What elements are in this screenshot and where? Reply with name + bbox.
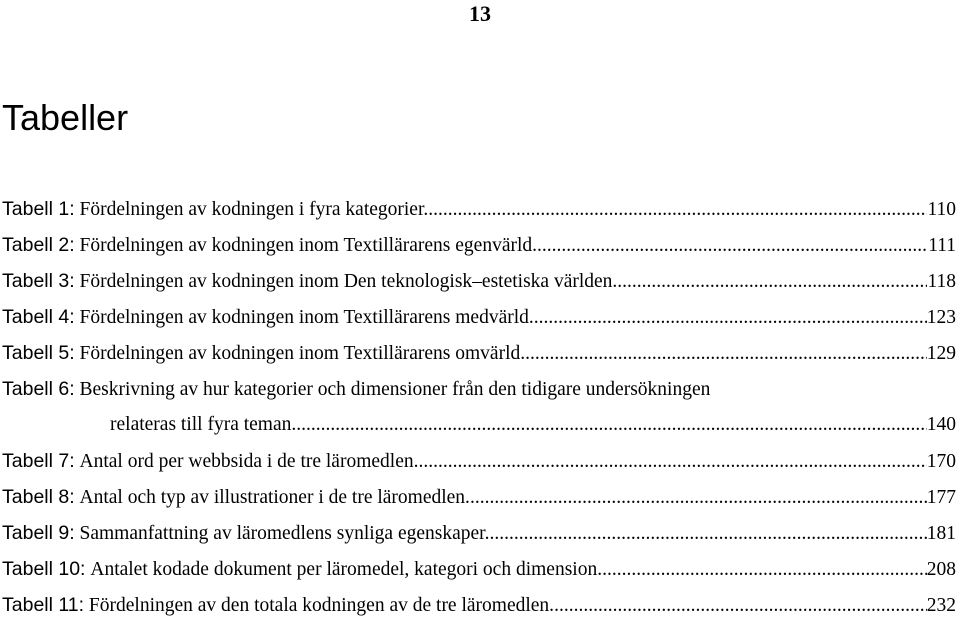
toc-entry-title: Antalet kodade dokument per läromedel, kategori och dimension. — [90, 559, 603, 580]
toc-entry-page: 232 — [926, 595, 956, 616]
toc-entry-title: Fördelningen av kodningen inom Textillärarens omvärld. — [79, 343, 526, 364]
toc-entry-page: 177 — [926, 487, 956, 508]
toc-entry-label: Tabell 5: — [2, 342, 75, 364]
dot-leader — [537, 228, 928, 264]
toc-entry-page: 140 — [926, 414, 956, 435]
toc-entry-title: Sammanfattning av läromedlens synliga egenskaper. — [79, 523, 490, 544]
toc-entry-label: Tabell 10: — [2, 558, 86, 580]
toc-entry-label: Tabell 11: — [2, 594, 85, 616]
toc-entry-label: Tabell 4: — [2, 306, 75, 328]
dot-leader — [418, 444, 926, 480]
toc-entry-label: Tabell 6: — [2, 378, 75, 400]
toc-entry-page: 111 — [928, 235, 956, 256]
toc-entry-page: 170 — [926, 451, 956, 472]
toc-entry-label: Tabell 8: — [2, 486, 75, 508]
toc-entry-tabell-7[interactable] — [0, 443, 960, 479]
dot-leader — [525, 336, 927, 372]
toc-entry-title-continued: relateras till fyra teman. — [110, 414, 297, 435]
toc-entry-label: Tabell 1: — [2, 198, 75, 220]
toc-entry-title: Fördelningen av kodningen inom Den teknologisk–estetiska världen. — [79, 271, 618, 292]
toc-entry-page: 118 — [927, 271, 956, 292]
page-number: 13 — [469, 1, 491, 26]
toc-entry-tabell-4[interactable] — [0, 299, 960, 335]
toc-entry-title: Fördelningen av kodningen i fyra kategorier. — [79, 199, 429, 220]
dot-leader — [534, 300, 927, 336]
toc-entry-label: Tabell 9: — [2, 522, 75, 544]
toc-entry-title: Fördelningen av kodningen inom Textillärarens medvärld. — [79, 307, 534, 328]
toc-entry-label: Tabell 7: — [2, 450, 75, 472]
toc-entry-label: Tabell 2: — [2, 234, 75, 256]
dot-leader — [489, 516, 926, 552]
toc-entry-page: 129 — [926, 343, 956, 364]
toc-entry-page: 110 — [927, 199, 956, 220]
toc-entry-tabell-1[interactable] — [0, 191, 960, 227]
dot-leader — [428, 192, 927, 228]
toc-entry-tabell-9[interactable] — [0, 515, 960, 551]
dot-leader — [617, 264, 927, 300]
toc-entry-page: 123 — [926, 307, 956, 328]
toc-entry-title: Fördelningen av kodningen inom Textillärarens egenvärld. — [79, 235, 538, 256]
toc-entry-title: Beskrivning av hur kategorier och dimensioner från den tidigare undersökningen — [79, 379, 711, 400]
toc-entry-tabell-8[interactable] — [0, 479, 960, 515]
page-title: Tabeller — [2, 97, 129, 138]
toc-entry-tabell-10[interactable] — [0, 551, 960, 587]
dot-leader — [554, 588, 927, 624]
dot-leader — [470, 480, 927, 516]
dot-leader — [296, 407, 927, 443]
toc-entry-tabell-5[interactable] — [0, 335, 960, 371]
toc-entry-title: Antal och typ av illustrationer i de tre läromedlen. — [79, 487, 470, 508]
toc-entry-label: Tabell 3: — [2, 270, 75, 292]
toc-entry-title: Fördelningen av den totala kodningen av de tre läromedlen. — [88, 595, 555, 616]
toc-entry-tabell-6[interactable] — [0, 371, 960, 443]
toc-entry-title: Antal ord per webbsida i de tre läromedlen. — [79, 451, 419, 472]
toc-entry-tabell-3[interactable] — [0, 263, 960, 299]
toc-entry-tabell-11[interactable] — [0, 587, 960, 623]
dot-leader — [602, 552, 927, 588]
toc-entry-page: 208 — [926, 559, 956, 580]
table-list — [0, 191, 960, 623]
toc-entry-page: 181 — [926, 523, 956, 544]
toc-entry-tabell-2[interactable] — [0, 227, 960, 263]
